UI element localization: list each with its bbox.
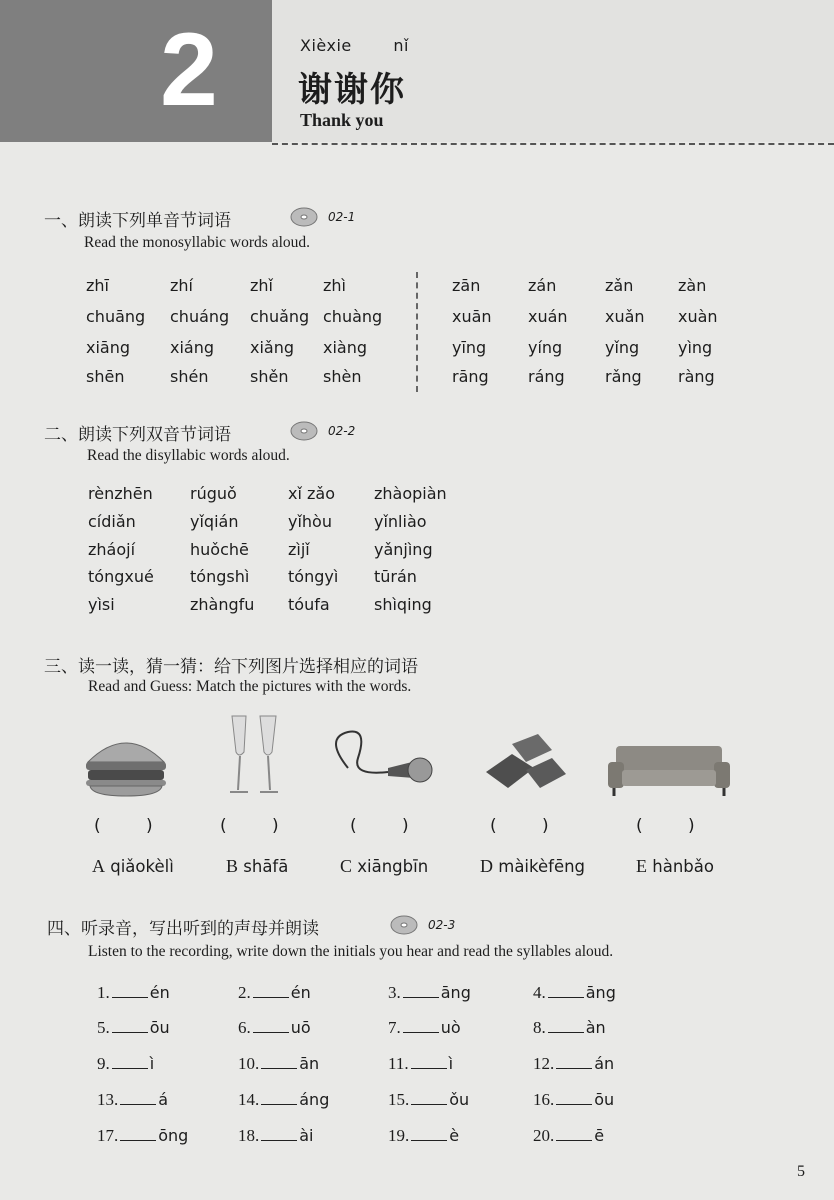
mono-word: xiáng [170, 338, 215, 357]
mono-word: shěn [250, 367, 289, 386]
question-final: āng [585, 983, 616, 1002]
option-letter: A [92, 856, 105, 876]
initial-question [97, 983, 170, 1003]
mono-word: rǎng [605, 367, 642, 386]
question-final: uò [440, 1018, 461, 1037]
answer-blank[interactable] [112, 983, 148, 998]
initial-question [388, 1054, 453, 1074]
question-final: án [594, 1054, 615, 1073]
question-number: 9. [97, 1054, 110, 1073]
question-final: ōng [158, 1126, 189, 1145]
answer-blank[interactable] [120, 1090, 156, 1105]
di-word: yìsi [88, 595, 115, 614]
answer-blank[interactable] [261, 1126, 297, 1141]
mono-word: xuàn [678, 307, 718, 326]
answer-blank[interactable] [556, 1054, 592, 1069]
answer-paren: ( ) [350, 816, 409, 836]
answer-blank[interactable] [548, 983, 584, 998]
initial-question [238, 1018, 311, 1038]
mono-word: zán [528, 276, 557, 295]
section-1-subtitle: Read the monosyllabic words aloud. [84, 234, 310, 251]
answer-blank[interactable] [556, 1090, 592, 1105]
mono-word: zhí [170, 276, 193, 295]
mono-word: chuàng [323, 307, 383, 326]
hamburger-picture [82, 728, 170, 798]
lesson-title-pinyin: Xièxie nǐ [300, 36, 409, 55]
di-word: tóngshì [190, 567, 250, 586]
initial-question [533, 1018, 606, 1038]
mono-word: zhì [323, 276, 346, 295]
di-word: huǒchē [190, 540, 249, 559]
mono-word: zǎn [605, 276, 634, 295]
question-final: áng [299, 1090, 330, 1109]
initial-question [388, 1018, 461, 1038]
option-letter: C [340, 856, 353, 876]
answer-blank[interactable] [112, 1018, 148, 1033]
chocolate-picture [482, 730, 568, 794]
option-letter: B [226, 856, 239, 876]
question-number: 13. [97, 1090, 119, 1109]
mono-word: ràng [678, 367, 715, 386]
initial-question [97, 1126, 188, 1146]
question-final: ài [299, 1126, 314, 1145]
mono-word: chuāng [86, 307, 146, 326]
answer-blank[interactable] [411, 1090, 447, 1105]
di-word: tóufa [288, 595, 330, 614]
option-e [636, 856, 714, 877]
answer-blank[interactable] [403, 983, 439, 998]
mono-word: zān [452, 276, 481, 295]
lesson-number: 2 [160, 12, 218, 128]
answer-blank[interactable] [120, 1126, 156, 1141]
answer-blank[interactable] [548, 1018, 584, 1033]
answer-paren: ( ) [490, 816, 549, 836]
question-number: 10. [238, 1054, 260, 1073]
mono-word: yǐng [605, 338, 640, 357]
question-number: 3. [388, 983, 401, 1002]
section-3-title: 三、读一读，猜一猜：给下列图片选择相应的词语 [44, 657, 418, 677]
di-word: rènzhēn [88, 484, 153, 503]
initial-question [533, 983, 616, 1003]
di-word: tóngyì [288, 567, 339, 586]
question-final: uō [290, 1018, 311, 1037]
di-word: zhàopiàn [374, 484, 447, 503]
option-d [480, 856, 585, 877]
question-number: 16. [533, 1090, 555, 1109]
answer-paren: ( ) [220, 816, 279, 836]
answer-blank[interactable] [112, 1054, 148, 1069]
di-word: zìjǐ [288, 540, 310, 559]
initial-question [388, 1126, 459, 1146]
option-letter: D [480, 856, 493, 876]
di-word: yǐqián [190, 512, 239, 531]
question-number: 1. [97, 983, 110, 1002]
answer-blank[interactable] [261, 1054, 297, 1069]
initial-question [238, 1054, 319, 1074]
di-word: zhàngfu [190, 595, 255, 614]
cd-icon[interactable] [290, 206, 320, 228]
option-word: qiǎokèlì [110, 857, 174, 876]
mono-word: shén [170, 367, 209, 386]
mono-word: xiāng [86, 338, 131, 357]
section-4-title: 四、听录音，写出听到的声母并朗读 [47, 919, 319, 939]
mono-word: zhǐ [250, 276, 273, 295]
cd-icon[interactable] [290, 420, 320, 442]
section-4-subtitle: Listen to the recording, write down the initials you hear and read the syllables aloud. [88, 943, 614, 960]
mono-word: ráng [528, 367, 565, 386]
question-final: én [290, 983, 311, 1002]
initial-question [388, 1090, 469, 1110]
question-number: 15. [388, 1090, 410, 1109]
answer-paren: ( ) [94, 816, 153, 836]
question-number: 20. [533, 1126, 555, 1145]
mono-word: chuáng [170, 307, 230, 326]
initial-question [97, 1090, 168, 1110]
answer-blank[interactable] [253, 983, 289, 998]
champagne-glasses-picture [228, 714, 280, 800]
mono-word: xiǎng [250, 338, 295, 357]
section-2-subtitle: Read the disyllabic words aloud. [87, 447, 290, 464]
question-final: ǒu [449, 1090, 470, 1109]
mono-word: yìng [678, 338, 713, 357]
initial-question [238, 983, 311, 1003]
initial-question [97, 1054, 154, 1074]
answer-blank[interactable] [253, 1018, 289, 1033]
di-word: shìqing [374, 595, 432, 614]
option-word: màikèfēng [498, 857, 586, 876]
microphone-picture [328, 728, 434, 798]
mono-word: shēn [86, 367, 125, 386]
mono-word: xiàng [323, 338, 368, 357]
section-1-track: 02-1 [328, 210, 356, 224]
di-word: yǐhòu [288, 512, 332, 531]
question-number: 12. [533, 1054, 555, 1073]
answer-paren: ( ) [636, 816, 695, 836]
option-b [226, 856, 288, 877]
di-word: yǐnliào [374, 512, 427, 531]
lesson-number-block [0, 0, 272, 142]
section-2-title: 二、朗读下列双音节词语 [44, 425, 231, 445]
question-number: 4. [533, 983, 546, 1002]
di-word: rúguǒ [190, 484, 237, 503]
mono-word: zàn [678, 276, 707, 295]
page-number: 5 [797, 1163, 805, 1180]
mono-word: zhī [86, 276, 109, 295]
question-number: 8. [533, 1018, 546, 1037]
question-final: è [449, 1126, 460, 1145]
option-word: hànbǎo [652, 857, 714, 876]
mono-word: yīng [452, 338, 487, 357]
question-number: 19. [388, 1126, 410, 1145]
di-word: xǐ zǎo [288, 484, 335, 503]
mono-divider [416, 272, 418, 392]
question-final: ān [299, 1054, 320, 1073]
mono-word: yíng [528, 338, 563, 357]
di-word: tūrán [374, 567, 417, 586]
initial-question [533, 1090, 614, 1110]
section-4-track: 02-3 [428, 918, 456, 932]
option-word: shāfā [243, 857, 289, 876]
header-divider [272, 143, 834, 145]
sofa-picture [606, 740, 732, 798]
mono-word: chuǎng [250, 307, 310, 326]
option-word: xiāngbīn [357, 857, 429, 876]
question-number: 7. [388, 1018, 401, 1037]
option-a [92, 856, 174, 877]
question-number: 2. [238, 983, 251, 1002]
answer-blank[interactable] [556, 1126, 592, 1141]
initial-question [533, 1054, 614, 1074]
cd-icon[interactable] [390, 914, 420, 936]
lesson-title-english: Thank you [300, 110, 384, 130]
di-word: tóngxué [88, 567, 154, 586]
question-final: ōu [594, 1090, 615, 1109]
initial-question [238, 1090, 329, 1110]
answer-blank[interactable] [411, 1126, 447, 1141]
initial-question [533, 1126, 604, 1146]
section-1-title: 一、朗读下列单音节词语 [44, 211, 231, 231]
answer-blank[interactable] [411, 1054, 447, 1069]
question-final: ì [149, 1054, 155, 1073]
lesson-title-chinese: 谢谢你 [298, 70, 406, 110]
initial-question [388, 983, 471, 1003]
mono-word: xuān [452, 307, 492, 326]
di-word: zháojí [88, 540, 136, 559]
di-word: cídiǎn [88, 512, 136, 531]
question-final: āng [440, 983, 471, 1002]
question-final: á [158, 1090, 169, 1109]
question-number: 14. [238, 1090, 260, 1109]
option-letter: E [636, 856, 647, 876]
question-final: ē [594, 1126, 605, 1145]
question-final: ì [448, 1054, 454, 1073]
mono-word: xuǎn [605, 307, 645, 326]
answer-blank[interactable] [403, 1018, 439, 1033]
initial-question [238, 1126, 314, 1146]
question-number: 17. [97, 1126, 119, 1145]
question-final: àn [585, 1018, 606, 1037]
section-3-subtitle: Read and Guess: Match the pictures with the words. [88, 678, 412, 695]
question-final: ōu [149, 1018, 170, 1037]
di-word: yǎnjìng [374, 540, 433, 559]
question-number: 11. [388, 1054, 409, 1073]
mono-word: shèn [323, 367, 362, 386]
initial-question [97, 1018, 170, 1038]
mono-word: rāng [452, 367, 489, 386]
question-number: 5. [97, 1018, 110, 1037]
question-final: én [149, 983, 170, 1002]
question-number: 6. [238, 1018, 251, 1037]
answer-blank[interactable] [261, 1090, 297, 1105]
question-number: 18. [238, 1126, 260, 1145]
mono-word: xuán [528, 307, 568, 326]
section-2-track: 02-2 [328, 424, 356, 438]
option-c [340, 856, 428, 877]
